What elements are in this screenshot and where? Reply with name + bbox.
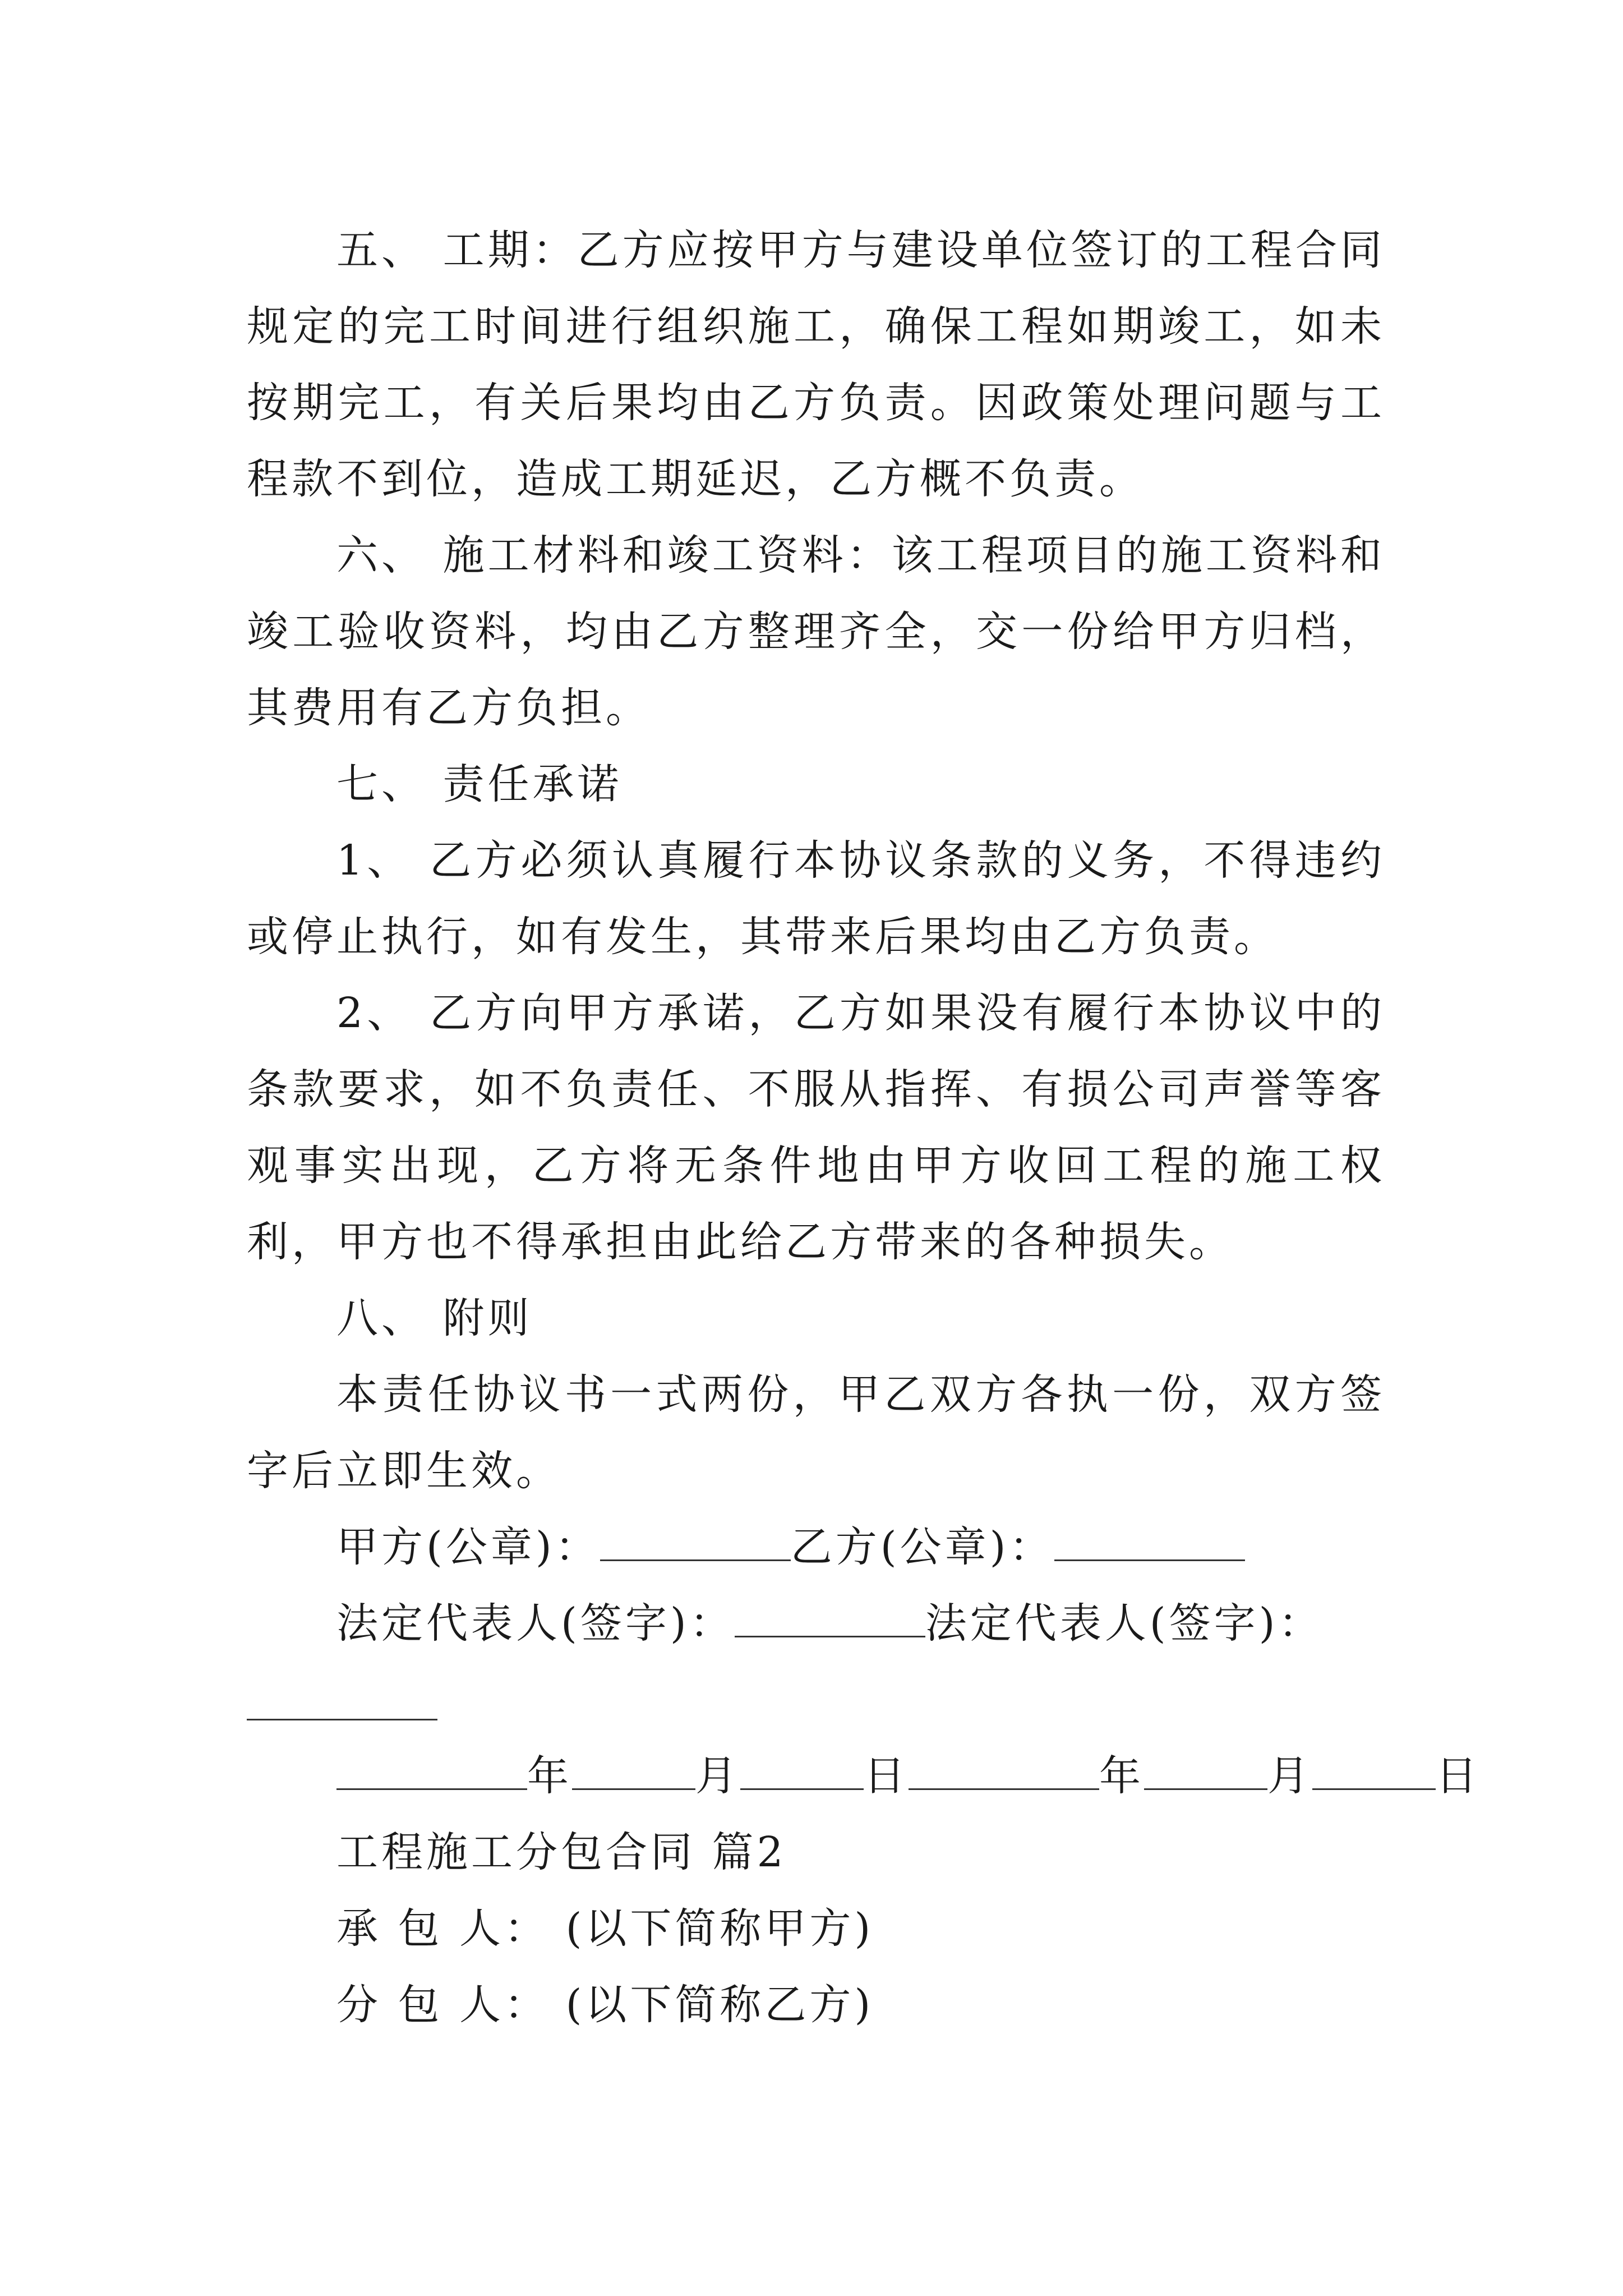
date-line: [336, 1738, 1481, 1814]
day-a-label: 日: [864, 1752, 909, 1800]
section-5-schedule: 五、 工期：乙方应按甲方与建设单位签订的工程合同规定的完工时间进行组织施工，确保工程如期竣工，如未按期完工，有关后果均由乙方负责。因政策处理问题与工程款不到位，造成工期延迟，乙方概不负责。: [247, 226, 1385, 503]
section-8-heading: 八、 附则: [336, 1294, 533, 1342]
subcontractor-line: 分 包 人： (以下简称乙方): [336, 1981, 874, 2029]
section-7-heading: 七、 责任承诺: [336, 760, 623, 808]
rep-a-label: 法定代表人(签字)：: [336, 1599, 735, 1648]
contract-2-title: 工程施工分包合同 篇2: [336, 1828, 787, 1876]
month-a-blank: [572, 1749, 695, 1790]
rep-b-label: 法定代表人(签字)：: [925, 1599, 1324, 1648]
section-7-item-2: 2、 乙方向甲方承诺，乙方如果没有履行本协议中的条款要求，如不负责任、不服从指挥、有损公司声誉等客观事实出现，乙方将无条件地由甲方收回工程的施工权利，甲方也不得承担由此给乙方带来的各种损失。: [247, 989, 1385, 1266]
party-a-seal-blank: [600, 1520, 791, 1561]
representative-line: [336, 1585, 1324, 1662]
year-a-label: 年: [527, 1752, 572, 1800]
contractor-line: 承 包 人： (以下简称甲方): [336, 1904, 874, 1953]
month-b-label: 月: [1267, 1752, 1312, 1800]
day-b-blank: [1312, 1749, 1436, 1790]
seal-line: [336, 1509, 1245, 1585]
party-b-seal-blank: [1054, 1520, 1245, 1561]
party-b-seal-label: 乙方(公章)：: [790, 1523, 1054, 1571]
day-b-label: 日: [1436, 1752, 1481, 1800]
party-a-seal-label: 甲方(公章)：: [336, 1523, 600, 1571]
month-b-blank: [1144, 1749, 1267, 1790]
year-b-label: 年: [1099, 1752, 1144, 1800]
section-7-item-1: 1、 乙方必须认真履行本协议条款的义务，不得违约或停止执行，如有发生，其带来后果均由乙方负责。: [247, 836, 1385, 961]
year-a-blank: [336, 1749, 527, 1790]
rep-b-blank: [247, 1719, 437, 1720]
month-a-label: 月: [695, 1752, 740, 1800]
day-a-blank: [740, 1749, 864, 1790]
section-6-materials: 六、 施工材料和竣工资料：该工程项目的施工资料和竣工验收资料，均由乙方整理齐全，交一份给甲方归档，其费用有乙方负担。: [247, 531, 1385, 732]
section-8-body: 本责任协议书一式两份，甲乙双方各执一份，双方签字后立即生效。: [247, 1370, 1385, 1495]
rep-a-blank: [735, 1596, 925, 1637]
year-b-blank: [909, 1749, 1099, 1790]
